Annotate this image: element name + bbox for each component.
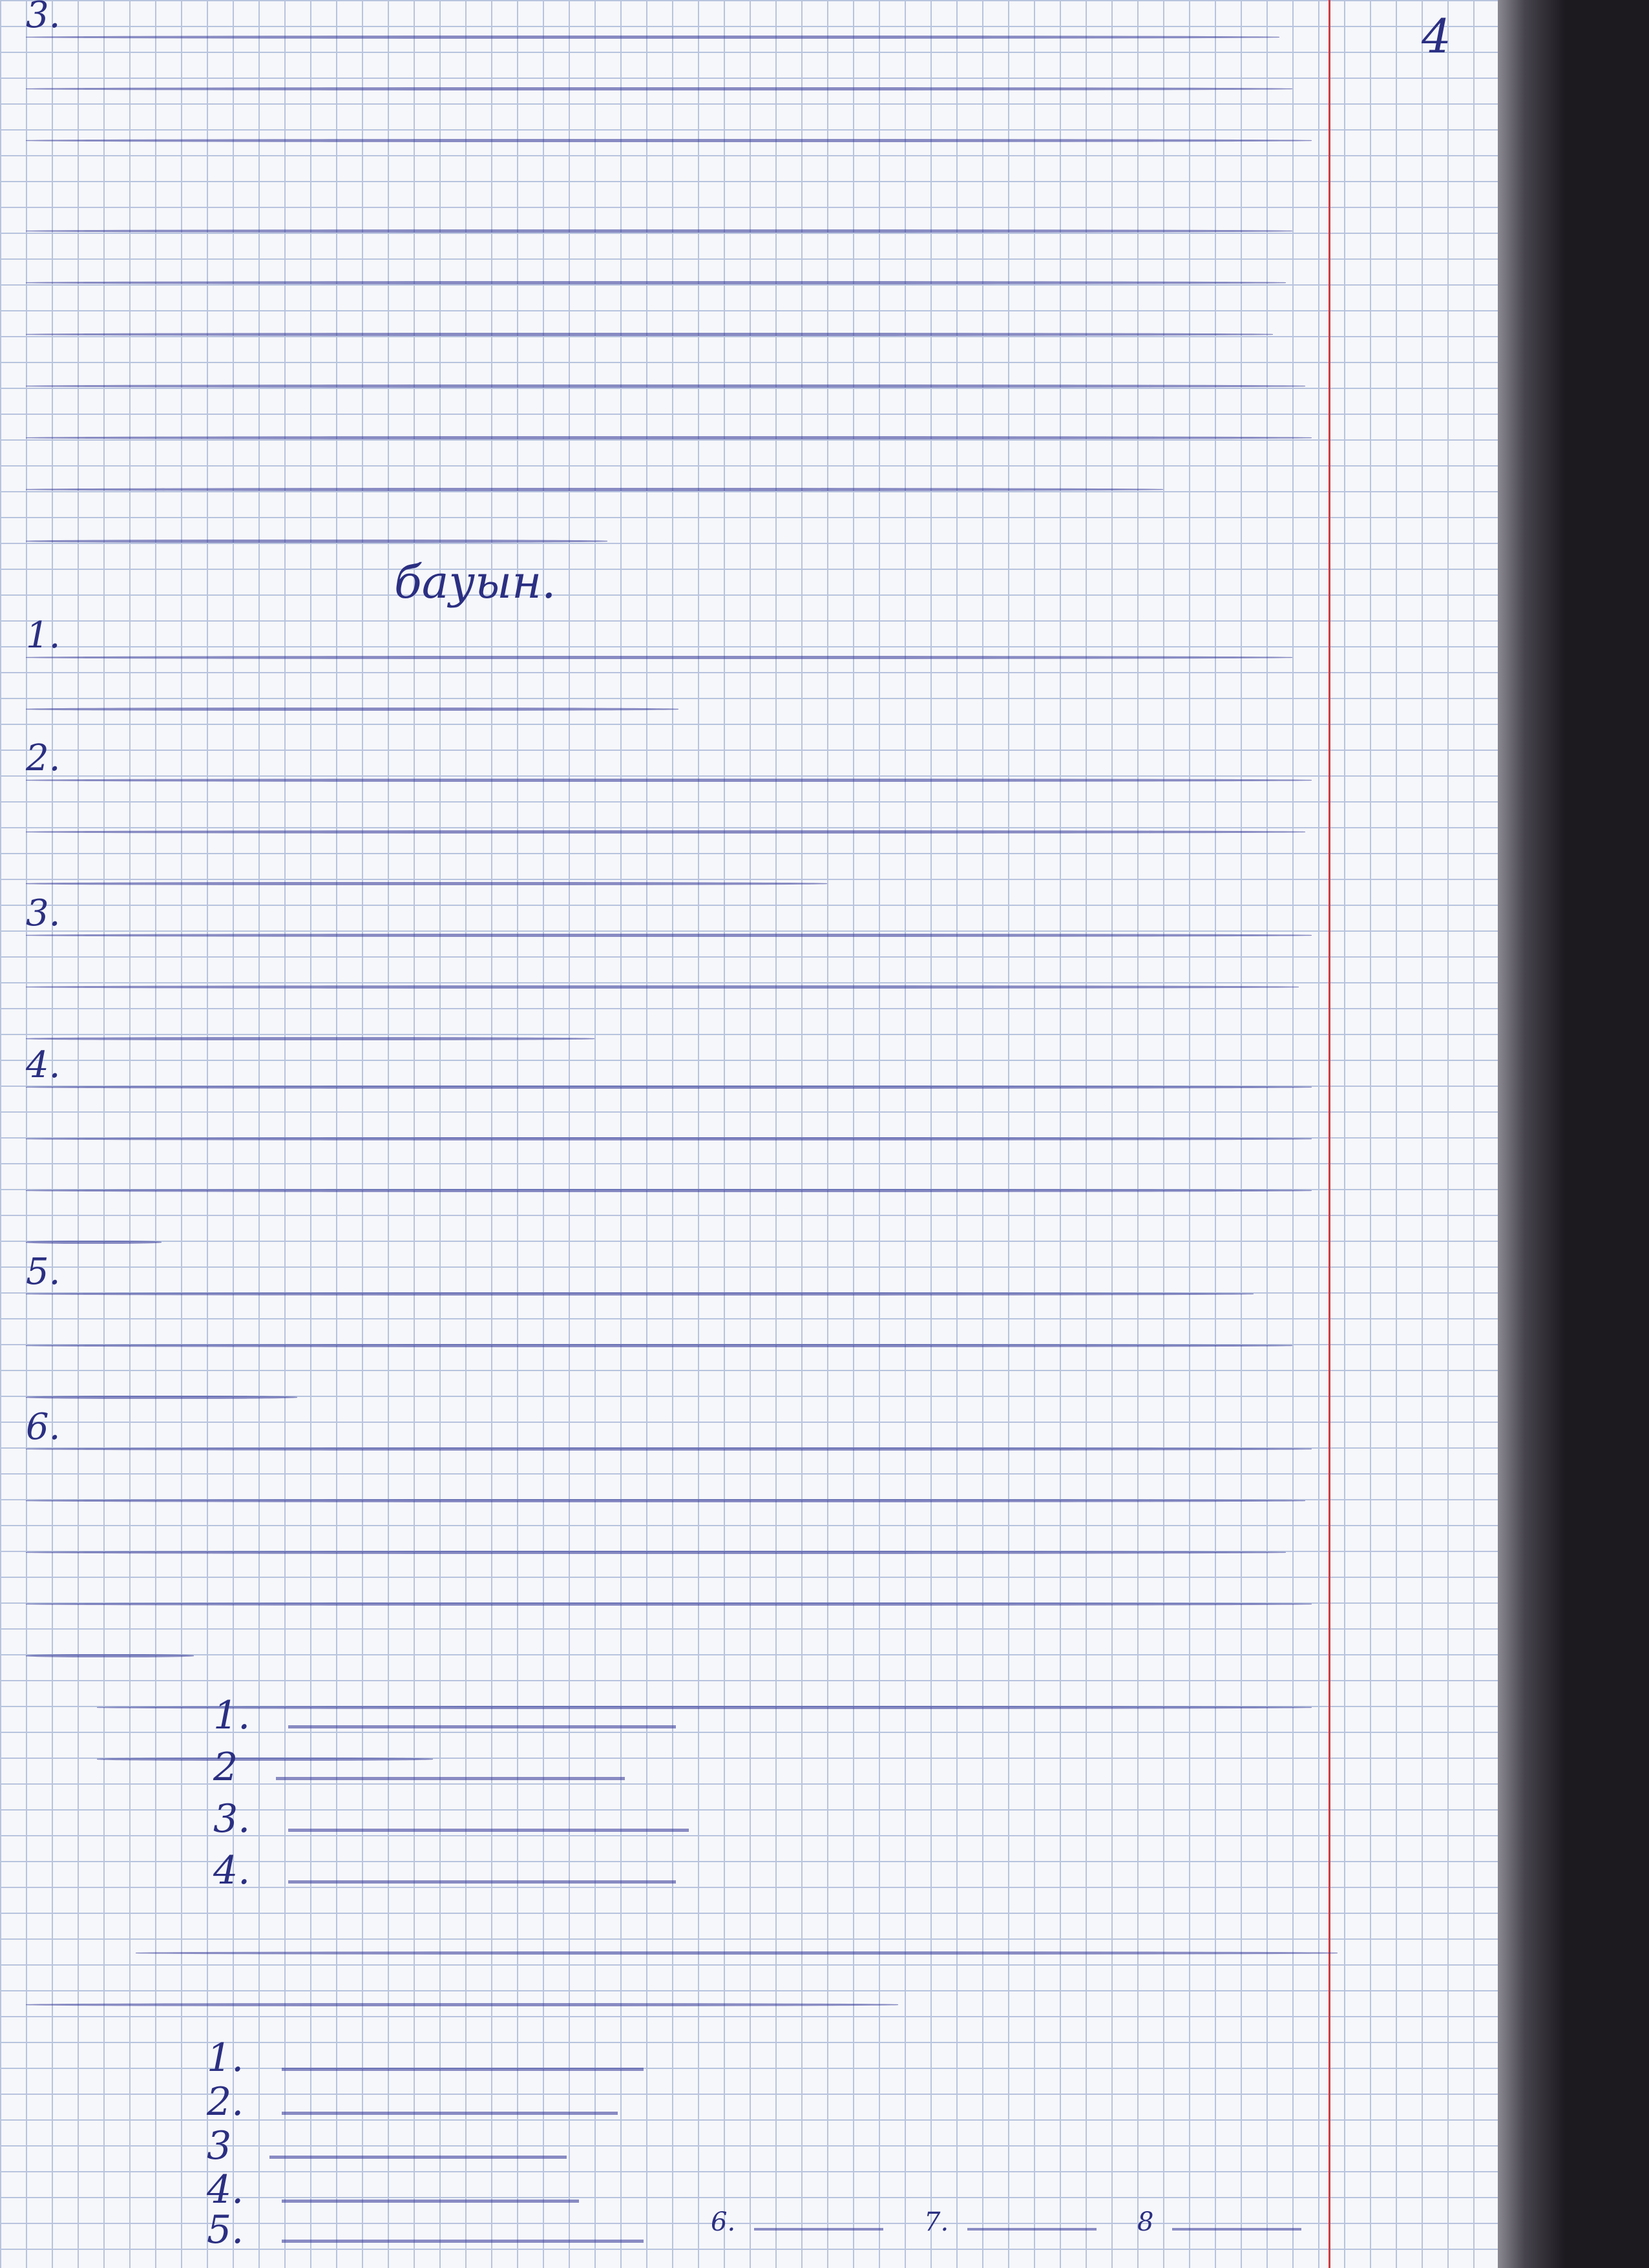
handwritten-line: [26, 1464, 1305, 1511]
resolution-item: [26, 614, 1312, 724]
handwritten-line: [26, 737, 1312, 791]
resolution-item: [26, 1044, 1312, 1257]
handwritten-line: [26, 795, 1305, 843]
list-item-number: 2.: [207, 2079, 244, 2125]
item-number: 3.: [26, 892, 61, 934]
handwritten-line: [26, 672, 678, 720]
handwritten-line: [26, 846, 827, 894]
page-number: 4: [1422, 9, 1451, 63]
handwritten-line: [26, 194, 1292, 242]
item-number: 4.: [26, 1044, 61, 1086]
top-paragraph: [26, 0, 1312, 155]
list-item-number: 2: [213, 1745, 238, 1790]
handwritten-line: [26, 1567, 1312, 1615]
handwritten-line: [26, 297, 1273, 345]
item-number: 5.: [26, 1251, 61, 1293]
handwritten-line: [26, 1205, 162, 1253]
handwritten-line: [26, 1619, 194, 1666]
list-item-number: 3.: [213, 1796, 251, 1842]
list-item-number: 1.: [207, 2035, 244, 2081]
item-number: 6.: [26, 1406, 61, 1448]
handwritten-line: [26, 246, 1286, 293]
list-item-number: 5.: [207, 2207, 244, 2252]
list-item: [207, 2167, 579, 2212]
handwritten-line: [26, 349, 1305, 397]
list-item-number: 6.: [711, 2207, 736, 2237]
list-item-number: 4.: [213, 1848, 251, 1893]
handwritten-line: [26, 1406, 1312, 1460]
resolution-heading: бауын.: [394, 556, 556, 609]
list-item-number: 4.: [207, 2167, 244, 2212]
handwritten-line: [26, 504, 607, 552]
list-item: [207, 2207, 644, 2252]
handwritten-line: [26, 1251, 1254, 1305]
handwritten-line: [26, 1968, 898, 2015]
list-item: [207, 2079, 618, 2125]
handwritten-line: [136, 1916, 1338, 1964]
resolution-item: [26, 892, 1312, 1053]
list-item: [213, 1848, 676, 1893]
list-item: [924, 2207, 1097, 2237]
discussion-paragraph: [26, 194, 1312, 556]
list-item: [207, 2035, 644, 2081]
item-number: 2.: [26, 737, 61, 779]
list-item: [213, 1796, 689, 1842]
handwritten-line: [26, 614, 1292, 668]
list-item: [1137, 2207, 1301, 2237]
handwritten-line: [26, 52, 1292, 100]
list-item-number: 8: [1137, 2207, 1154, 2237]
handwritten-line: [26, 1102, 1312, 1150]
item-number: 1.: [26, 614, 61, 656]
handwritten-line: [26, 1044, 1312, 1098]
list-item: [213, 1693, 676, 1738]
handwritten-line: [26, 401, 1312, 448]
handwritten-line: [26, 950, 1299, 998]
resolution-item: [26, 737, 1312, 898]
handwritten-line: [26, 103, 1312, 151]
handwritten-line: [26, 1515, 1286, 1563]
handwritten-line: [26, 1002, 594, 1049]
item-number: 3.: [26, 0, 61, 36]
list-item-number: 3: [207, 2123, 232, 2168]
list-two-intro: [26, 1916, 1312, 2019]
handwritten-line: [26, 892, 1312, 946]
handwritten-line: [26, 0, 1279, 48]
handwritten-line: [26, 1360, 297, 1408]
list-item-number: 1.: [213, 1693, 251, 1738]
resolution-item: [26, 1251, 1312, 1412]
list-item: [213, 1745, 625, 1790]
handwritten-line: [26, 1153, 1312, 1201]
list-item-number: 7.: [924, 2207, 949, 2237]
notebook-binding: [1498, 0, 1649, 2268]
handwritten-line: [26, 452, 1163, 500]
list-item: [711, 2207, 883, 2237]
list-item: [207, 2123, 567, 2168]
handwritten-line: [26, 1308, 1292, 1356]
